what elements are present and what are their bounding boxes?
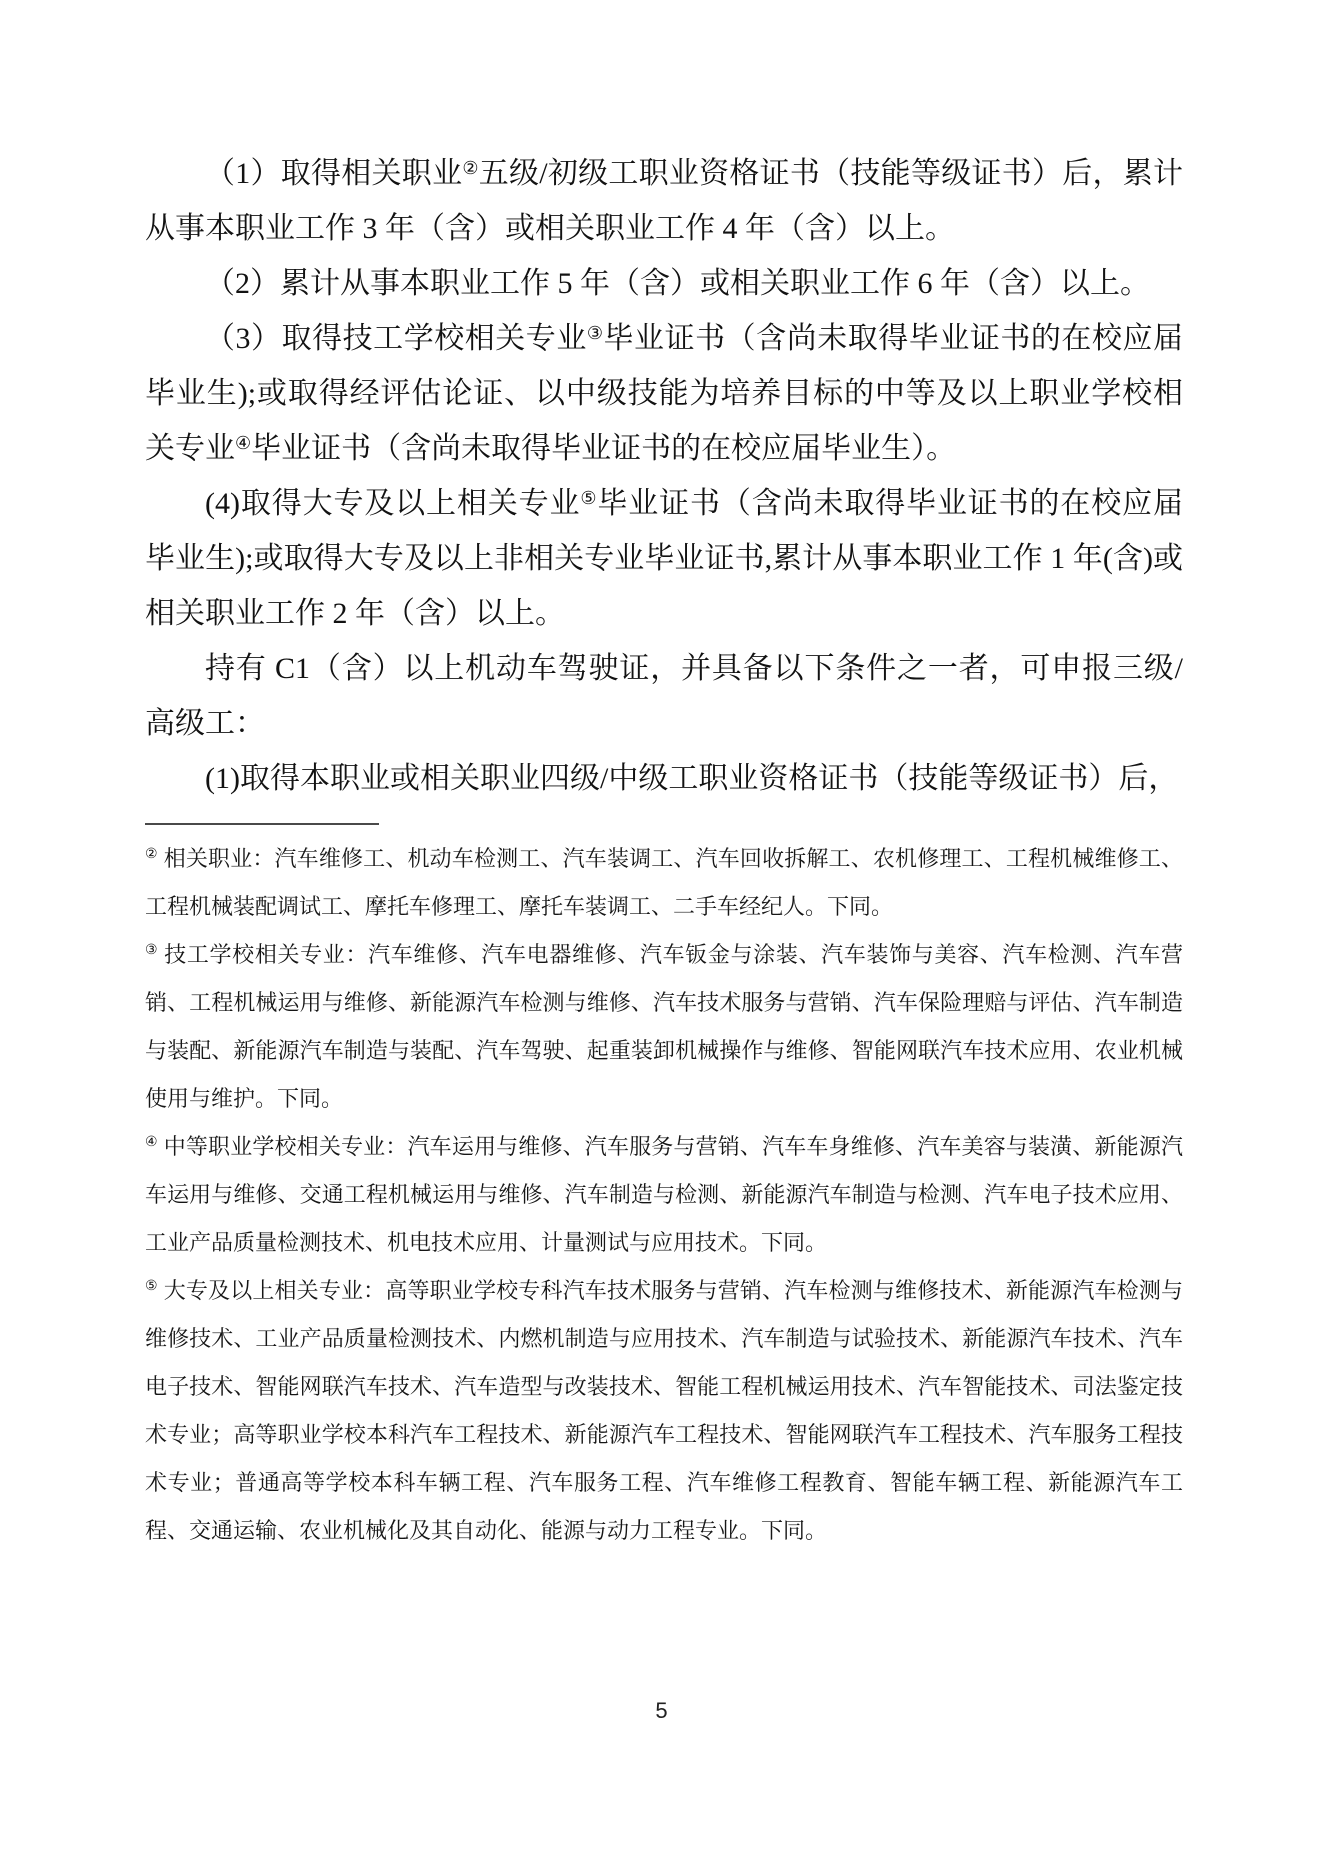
- body-text-segment: 毕业证书（含尚未取得毕业证书的在校应届毕业生）。: [251, 432, 957, 465]
- footnote-marker: ⑤: [145, 1279, 158, 1294]
- body-text-segment: （2）累计从事本职业工作 5 年（含）或相关职业工作 6 年（含）以上。: [205, 267, 1150, 300]
- footnote: [145, 835, 1183, 931]
- body-text: [145, 146, 1183, 806]
- body-text-segment: 毕业证书（含尚未取得毕业证书的在校应届毕业生);或取得经评估论证、以中级技能为培养目标的中等及以上职业学校相关专业: [145, 322, 1184, 465]
- page-number: 5: [655, 1698, 668, 1723]
- body-text-segment: （1）取得相关职业: [205, 157, 463, 190]
- footnote-reference: ④: [235, 433, 252, 453]
- footnote: [145, 1123, 1183, 1267]
- footnote-reference: ⑤: [580, 488, 598, 508]
- body-paragraph: [145, 146, 1183, 256]
- body-text-segment: (1)取得本职业或相关职业四级/中级工职业资格证书（技能等级证书）后，: [205, 762, 1179, 795]
- footnote-text: 中等职业学校相关专业：汽车运用与维修、汽车服务与营销、汽车车身维修、汽车美容与装潢、新能源汽车运用与维修、交通工程机械运用与维修、汽车制造与检测、新能源汽车制造与检测、汽车电子技术应用、工业产品质量检测技术、机电技术应用、计量测试与应用技术。下同。: [145, 1134, 1183, 1255]
- footnote-marker: ②: [145, 847, 158, 862]
- body-text-segment: 五级/初级工职业资格证书（技能等级证书）后，累计从事本职业工作 3 年（含）或相关职业工作 4 年（含）以上。: [145, 157, 1184, 245]
- footnote-marker: ③: [145, 943, 159, 958]
- footnote-reference: ②: [462, 158, 479, 178]
- footnote: [145, 1267, 1183, 1555]
- body-text-segment: 毕业证书（含尚未取得毕业证书的在校应届毕业生);或取得大专及以上非相关专业毕业证书,累计从事本职业工作 1 年(含)或相关职业工作 2 年（含）以上。: [145, 487, 1184, 630]
- footnote-text: 相关职业：汽车维修工、机动车检测工、汽车装调工、汽车回收拆解工、农机修理工、工程机械维修工、工程机械装配调试工、摩托车修理工、摩托车装调工、二手车经纪人。下同。: [145, 846, 1183, 919]
- body-paragraph: [145, 256, 1183, 311]
- body-paragraph: [145, 311, 1183, 476]
- footnotes: [145, 835, 1183, 1555]
- body-text-segment: 持有 C1（含）以上机动车驾驶证，并具备以下条件之一者，可申报三级/高级工：: [145, 652, 1183, 740]
- footnote-text: 技工学校相关专业：汽车维修、汽车电器维修、汽车钣金与涂装、汽车装饰与美容、汽车检测、汽车营销、工程机械运用与维修、新能源汽车检测与维修、汽车技术服务与营销、汽车保险理赔与评估、汽车制造与装配、新能源汽车制造与装配、汽车驾驶、起重装卸机械操作与维修、智能网联汽车技术应用、农业机械使用与维护。下同。: [145, 942, 1183, 1111]
- body-text-segment: （3）取得技工学校相关专业: [205, 322, 587, 355]
- footnote-separator: [145, 823, 379, 825]
- body-paragraph: [145, 476, 1183, 641]
- body-text-segment: (4)取得大专及以上相关专业: [205, 487, 581, 520]
- footnote-reference: ③: [586, 323, 604, 343]
- body-paragraph: [145, 641, 1183, 751]
- footnote-marker: ④: [145, 1135, 158, 1150]
- page-content: [145, 146, 1183, 1555]
- footnote-text: 大专及以上相关专业：高等职业学校专科汽车技术服务与营销、汽车检测与维修技术、新能源汽车检测与维修技术、工业产品质量检测技术、内燃机制造与应用技术、汽车制造与试验技术、新能源汽车技术、汽车电子技术、智能网联汽车技术、汽车造型与改装技术、智能工程机械运用技术、汽车智能技术、司法鉴定技术专业；高等职业学校本科汽车工程技术、新能源汽车工程技术、智能网联汽车工程技术、汽车服务工程技术专业；普通高等学校本科车辆工程、汽车服务工程、汽车维修工程教育、智能车辆工程、新能源汽车工程、交通运输、农业机械化及其自动化、能源与动力工程专业。下同。: [145, 1278, 1183, 1543]
- footnote: [145, 931, 1183, 1123]
- body-paragraph: [145, 751, 1183, 806]
